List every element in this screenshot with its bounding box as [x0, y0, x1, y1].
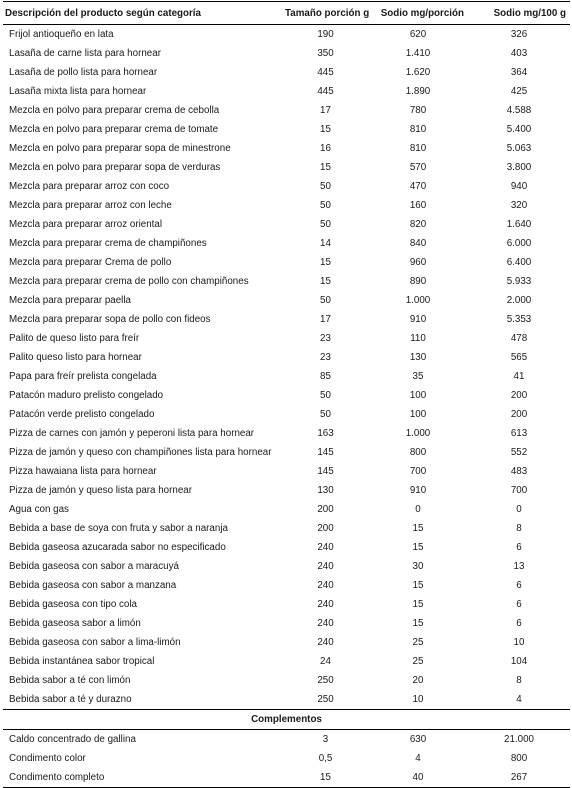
cell-sodium-per-100g: 6: [516, 599, 522, 610]
cell-portion-size: 23: [320, 352, 331, 363]
cell-sodium-per-100g: 4.588: [506, 105, 532, 116]
cell-description: Bebida gaseosa sabor a limón: [9, 618, 141, 629]
cell-sodium-per-portion: 4: [415, 753, 421, 764]
section-title: Complementos: [3, 710, 570, 730]
header-description: Descripción del producto según categoría: [3, 2, 283, 25]
cell-portion-size: 0,5: [318, 753, 333, 764]
cell-sodium-per-100g: 565: [510, 352, 528, 363]
table-row: [3, 310, 570, 329]
cell-description: Bebida sabor a té y durazno: [9, 694, 132, 705]
table-row: [3, 768, 570, 788]
cell-description: Mezcla en polvo para preparar sopa de verduras: [9, 162, 221, 173]
table-row: [3, 348, 570, 367]
cell-description: Palito queso listo para hornear: [9, 352, 142, 363]
cell-portion-size: 15: [320, 124, 331, 135]
cell-portion-size: 240: [317, 542, 334, 553]
cell-portion-size: 3: [322, 734, 329, 745]
cell-sodium-per-100g: 5.063: [506, 143, 532, 154]
table-row: [3, 177, 570, 196]
table-row: [3, 481, 570, 500]
cell-description: Mezcla para preparar arroz con leche: [9, 200, 172, 211]
cell-sodium-per-portion: 20: [412, 675, 424, 686]
cell-portion-size: 23: [320, 333, 331, 344]
cell-sodium-per-100g: 425: [510, 86, 528, 97]
cell-portion-size: 190: [317, 29, 334, 40]
cell-sodium-per-portion: 1.410: [405, 48, 431, 59]
cell-sodium-per-portion: 0: [415, 504, 421, 515]
cell-sodium-per-100g: 700: [510, 485, 528, 496]
cell-description: Mezcla para preparar crema de champiñones: [9, 238, 207, 249]
table-row: [3, 538, 570, 557]
cell-sodium-per-portion: 890: [409, 276, 427, 287]
cell-sodium-per-portion: 15: [412, 599, 424, 610]
cell-portion-size: 145: [317, 447, 334, 458]
cell-sodium-per-portion: 620: [409, 29, 427, 40]
cell-sodium-per-portion: 820: [409, 219, 427, 230]
header-sodium-per-portion: Sodio mg/porción: [368, 2, 468, 25]
cell-portion-size: 15: [320, 276, 331, 287]
cell-portion-size: 17: [320, 105, 331, 116]
cell-portion-size: 163: [317, 428, 334, 439]
cell-portion-size: 24: [320, 656, 331, 667]
cell-sodium-per-portion: 130: [409, 352, 427, 363]
cell-sodium-per-100g: 3.800: [506, 162, 532, 173]
cell-sodium-per-portion: 960: [409, 257, 427, 268]
cell-description: Mezcla para preparar crema de pollo con champiñones: [9, 276, 249, 287]
cell-sodium-per-portion: 30: [412, 561, 424, 572]
cell-portion-size: 85: [320, 371, 331, 382]
table-row: [3, 557, 570, 576]
cell-sodium-per-100g: 800: [510, 753, 528, 764]
cell-description: Mezcla en polvo para preparar sopa de minestrone: [9, 143, 231, 154]
cell-sodium-per-100g: 6: [516, 618, 522, 629]
cell-sodium-per-100g: 320: [510, 200, 528, 211]
cell-description: Mezcla para preparar paella: [9, 295, 131, 306]
cell-description: Frijol antioqueño en lata: [9, 29, 114, 40]
cell-portion-size: 50: [320, 200, 331, 211]
cell-description: Lasaña de carne lista para hornear: [9, 48, 161, 59]
cell-sodium-per-portion: 40: [368, 768, 468, 788]
cell-sodium-per-100g: 5.400: [506, 124, 532, 135]
cell-sodium-per-portion: 1.620: [405, 67, 431, 78]
cell-portion-size: 145: [317, 466, 334, 477]
cell-portion-size: 445: [317, 67, 334, 78]
cell-description: Condimento color: [9, 753, 86, 764]
cell-sodium-per-portion: 910: [409, 485, 427, 496]
cell-sodium-per-portion: 910: [409, 314, 427, 325]
cell-sodium-per-100g: 0: [516, 504, 522, 515]
cell-sodium-per-portion: 25: [412, 637, 424, 648]
table-row: [3, 329, 570, 348]
table-row: [3, 44, 570, 63]
cell-sodium-per-portion: 630: [409, 734, 427, 745]
cell-description: Pizza hawaiana lista para hornear: [9, 466, 157, 477]
cell-description: Palito de queso listo para freír: [9, 333, 140, 344]
table-row: [3, 633, 570, 652]
cell-sodium-per-100g: 5.353: [506, 314, 532, 325]
cell-portion-size: 17: [320, 314, 331, 325]
cell-sodium-per-portion: 15: [412, 542, 424, 553]
cell-description: Bebida gaseosa con tipo cola: [9, 599, 137, 610]
cell-description: Pizza de jamón y queso con champiñones lista para hornear: [9, 447, 272, 458]
cell-portion-size: 50: [320, 409, 331, 420]
table-row: [3, 595, 570, 614]
cell-description: Bebida sabor a té con limón: [9, 675, 131, 686]
table-header: [3, 2, 570, 25]
table-row: [3, 291, 570, 310]
cell-sodium-per-portion: 810: [409, 143, 427, 154]
table-row: [3, 253, 570, 272]
table-row: [3, 424, 570, 443]
table-row: [3, 272, 570, 291]
cell-sodium-per-100g: 2.000: [506, 295, 532, 306]
cell-description: Mezcla para preparar arroz oriental: [9, 219, 163, 230]
cell-sodium-per-100g: 6.400: [506, 257, 532, 268]
section-row: [3, 710, 570, 730]
cell-portion-size: 15: [320, 162, 331, 173]
cell-sodium-per-100g: 364: [510, 67, 528, 78]
cell-sodium-per-100g: 21.000: [504, 734, 534, 745]
table-row: [3, 367, 570, 386]
cell-sodium-per-100g: 4: [516, 694, 522, 705]
header-row: [3, 2, 570, 25]
table-row: [3, 671, 570, 690]
cell-description: Condimento completo: [3, 768, 283, 788]
cell-sodium-per-100g: 403: [510, 48, 528, 59]
cell-sodium-per-100g: 478: [510, 333, 528, 344]
table-row: [3, 120, 570, 139]
cell-description: Patacón verde prelisto congelado: [9, 409, 155, 420]
cell-sodium-per-100g: 613: [510, 428, 528, 439]
cell-sodium-per-100g: 8: [516, 523, 522, 534]
cell-portion-size: 445: [317, 86, 334, 97]
table-row: [3, 158, 570, 177]
cell-description: Mezcla en polvo para preparar crema de tomate: [9, 124, 219, 135]
cell-sodium-per-100g: 8: [516, 675, 522, 686]
cell-sodium-per-100g: 200: [510, 390, 528, 401]
cell-portion-size: 50: [320, 219, 331, 230]
cell-portion-size: 50: [320, 390, 331, 401]
cell-description: Lasaña de pollo lista para hornear: [9, 67, 158, 78]
cell-sodium-per-100g: 13: [513, 561, 525, 572]
cell-sodium-per-portion: 15: [412, 618, 424, 629]
table-body: [3, 25, 570, 710]
cell-sodium-per-portion: 810: [409, 124, 427, 135]
cell-portion-size: 200: [317, 504, 334, 515]
cell-description: Pizza de jamón y queso lista para hornear: [9, 485, 192, 496]
cell-sodium-per-portion: 160: [409, 200, 427, 211]
cell-portion-size: 16: [320, 143, 331, 154]
table-row: [3, 386, 570, 405]
table-row: [3, 519, 570, 538]
cell-sodium-per-portion: 100: [409, 390, 427, 401]
cell-portion-size: 240: [317, 580, 334, 591]
cell-sodium-per-portion: 780: [409, 105, 427, 116]
cell-description: Caldo concentrado de gallina: [9, 734, 136, 745]
cell-portion-size: 15: [320, 257, 331, 268]
table-row: [3, 652, 570, 671]
table-row: [3, 500, 570, 519]
cell-portion-size: 50: [320, 181, 331, 192]
cell-description: Mezcla en polvo para preparar crema de cebolla: [9, 105, 220, 116]
sodium-table: [3, 1, 570, 788]
cell-sodium-per-100g: 1.640: [506, 219, 532, 230]
cell-portion-size: 240: [317, 618, 334, 629]
cell-portion-size: 130: [317, 485, 334, 496]
cell-portion-size: 200: [317, 523, 334, 534]
section-body: [3, 710, 570, 730]
cell-portion-size: 15: [283, 768, 368, 788]
cell-portion-size: 350: [317, 48, 334, 59]
table-row: [3, 614, 570, 633]
table-row: [3, 215, 570, 234]
cell-description: Mezcla para preparar Crema de pollo: [9, 257, 172, 268]
cell-sodium-per-portion: 35: [412, 371, 424, 382]
cell-sodium-per-100g: 267: [468, 768, 570, 788]
cell-description: Mezcla para preparar arroz con coco: [9, 181, 170, 192]
cell-description: Bebida instantánea sabor tropical: [9, 656, 155, 667]
cell-sodium-per-portion: 1.000: [405, 295, 431, 306]
table-row: [3, 25, 570, 45]
table-row: [3, 82, 570, 101]
cell-description: Patacón maduro prelisto congelado: [9, 390, 164, 401]
cell-sodium-per-portion: 100: [409, 409, 427, 420]
table-row: [3, 196, 570, 215]
header-portion-size: Tamaño porción g: [283, 2, 368, 25]
cell-portion-size: 250: [317, 694, 334, 705]
table-row: [3, 405, 570, 424]
table-row: [3, 462, 570, 481]
cell-sodium-per-100g: 104: [510, 656, 528, 667]
cell-description: Bebida gaseosa con sabor a manzana: [9, 580, 177, 591]
cell-description: Bebida gaseosa con sabor a lima-limón: [9, 637, 181, 648]
table-row: [3, 101, 570, 120]
table-row: [3, 139, 570, 158]
cell-sodium-per-100g: 5.933: [506, 276, 532, 287]
cell-sodium-per-100g: 940: [510, 181, 528, 192]
cell-sodium-per-portion: 800: [409, 447, 427, 458]
table-row: [3, 63, 570, 82]
cell-sodium-per-portion: 700: [409, 466, 427, 477]
cell-sodium-per-100g: 552: [510, 447, 528, 458]
cell-sodium-per-portion: 570: [409, 162, 427, 173]
cell-description: Mezcla para preparar sopa de pollo con fideos: [9, 314, 211, 325]
header-sodium-per-100g: Sodio mg/100 g: [468, 2, 570, 25]
cell-description: Bebida a base de soya con fruta y sabor a naranja: [9, 523, 228, 534]
cell-sodium-per-100g: 10: [513, 637, 525, 648]
table-row: [3, 443, 570, 462]
cell-sodium-per-portion: 10: [412, 694, 424, 705]
cell-portion-size: 14: [320, 238, 331, 249]
cell-sodium-per-100g: 41: [513, 371, 525, 382]
cell-sodium-per-100g: 6: [516, 580, 522, 591]
cell-sodium-per-portion: 25: [412, 656, 424, 667]
table-row: [3, 690, 570, 710]
cell-portion-size: 240: [317, 599, 334, 610]
cell-portion-size: 50: [320, 295, 331, 306]
cell-sodium-per-portion: 15: [412, 523, 424, 534]
cell-sodium-per-100g: 6.000: [506, 238, 532, 249]
cell-portion-size: 250: [317, 675, 334, 686]
table-row: [3, 749, 570, 768]
cell-sodium-per-portion: 840: [409, 238, 427, 249]
cell-description: Papa para freír prelista congelada: [9, 371, 157, 382]
table-row: [3, 576, 570, 595]
cell-portion-size: 240: [317, 637, 334, 648]
cell-sodium-per-portion: 110: [410, 333, 426, 344]
cell-description: Bebida gaseosa azucarada sabor no especificado: [9, 542, 226, 553]
cell-sodium-per-portion: 470: [409, 181, 427, 192]
cell-portion-size: 240: [317, 561, 334, 572]
cell-sodium-per-100g: 200: [510, 409, 528, 420]
table-row: [3, 730, 570, 750]
cell-description: Bebida gaseosa con sabor a maracuyá: [9, 561, 179, 572]
cell-sodium-per-100g: 326: [510, 29, 528, 40]
cell-sodium-per-100g: 483: [510, 466, 528, 477]
cell-sodium-per-portion: 15: [412, 580, 424, 591]
table-row: [3, 234, 570, 253]
cell-sodium-per-portion: 1.000: [405, 428, 431, 439]
complements-body: [3, 730, 570, 788]
cell-description: Pizza de carnes con jamón y peperoni lista para hornear: [9, 428, 255, 439]
cell-description: Agua con gas: [9, 504, 69, 515]
cell-description: Lasaña mixta lista para hornear: [9, 86, 147, 97]
cell-sodium-per-100g: 6: [516, 542, 522, 553]
cell-sodium-per-portion: 1.890: [405, 86, 431, 97]
